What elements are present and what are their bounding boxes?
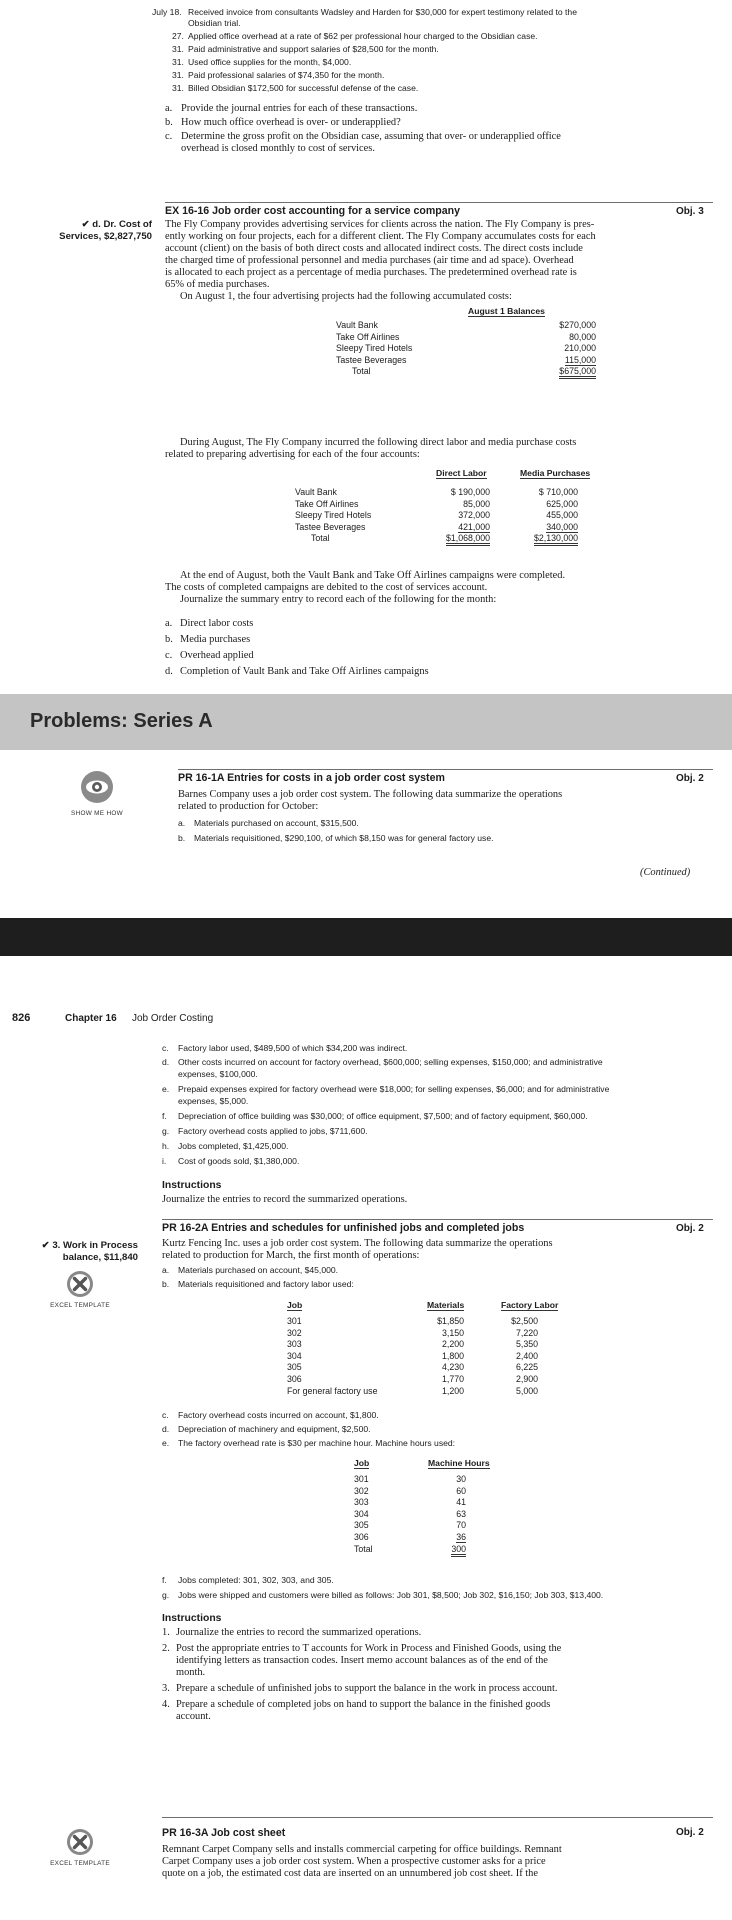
machine-hours-table — [354, 1474, 466, 1555]
table-row: 301 30 — [354, 1474, 466, 1484]
icon-caption: EXCEL TEMPLATE — [50, 1860, 110, 1867]
excel-template-icon[interactable] — [66, 1828, 94, 1856]
objective-label: Obj. 2 — [676, 1223, 704, 1234]
icon-caption: SHOW ME HOW — [71, 810, 123, 817]
section-rule — [178, 769, 713, 770]
item-text: Completion of Vault Bank and Take Off Airlines campaigns — [180, 666, 429, 677]
problem-title: PR 16-2A Entries and schedules for unfinished jobs and completed jobs — [162, 1222, 525, 1234]
table-row: 306 36 — [354, 1531, 466, 1542]
list-item: c. Factory overhead costs incurred on account, $1,800. — [162, 1410, 379, 1420]
question-text: Determine the gross profit on the Obsidian case, assuming that over- or underapplied office — [181, 131, 561, 142]
list-item: b. Materials requisitioned and factory labor used: — [162, 1279, 354, 1289]
table-row: Vault Bank $ 190,000 $ 710,000 — [295, 487, 578, 497]
list-item: g. Factory overhead costs applied to jobs, $711,600. — [162, 1126, 368, 1136]
entry-line: Obsidian trial. — [188, 18, 241, 28]
table-row: 302 3,150 7,220 — [287, 1327, 538, 1338]
objective-label: Obj. 3 — [676, 206, 704, 217]
show-me-how-icon[interactable] — [80, 770, 114, 804]
item-text: Overhead applied — [180, 650, 254, 661]
chapter-label: Chapter 16 — [65, 1013, 117, 1024]
column-header: Job — [354, 1458, 370, 1468]
paragraph-line: account (client) on the basis of both direct costs and allocated indirect costs. The direct costs include — [165, 243, 583, 254]
question-label: b. — [165, 117, 173, 128]
objective-label: Obj. 2 — [676, 1827, 704, 1838]
continued-note: (Continued) — [640, 867, 691, 878]
section-rule — [165, 202, 713, 203]
item-label: d. — [165, 666, 173, 677]
question-text: Provide the journal entries for each of these transactions. — [181, 103, 418, 114]
instruction-text: Prepare a schedule of completed jobs on hand to support the balance in the finished goods — [176, 1699, 551, 1710]
entry-line: Received invoice from consultants Wadsley and Harden for $30,000 for expert testimony related to the — [188, 7, 577, 17]
list-item: d. Depreciation of machinery and equipment, $2,500. — [162, 1424, 371, 1434]
column-header: Job — [287, 1300, 303, 1310]
table-row: 306 1,770 2,900 — [287, 1373, 538, 1384]
table-row: 302 60 — [354, 1485, 466, 1496]
column-header: Machine Hours — [428, 1458, 490, 1468]
eye-icon — [80, 770, 114, 804]
objective-label: Obj. 2 — [676, 773, 704, 784]
instruction-text: account. — [176, 1711, 211, 1722]
paragraph-line: quote on a job, the estimated cost data are inserted on an unnumbered job cost sheet. If the — [162, 1868, 538, 1879]
item-label: b. — [165, 634, 173, 645]
instruction-text: identifying letters as transaction codes. Insert memo account balances as of the end of the — [176, 1655, 548, 1666]
item-label: c. — [165, 650, 173, 661]
excel-x-icon — [66, 1828, 94, 1856]
entry-day: 27. — [172, 31, 184, 41]
table-row: Take Off Airlines 80,000 — [336, 331, 596, 342]
paragraph-line: Carpet Company uses a job order cost system. When a prospective customer asks for a price — [162, 1856, 546, 1867]
instruction-label: 1. — [162, 1627, 170, 1638]
question-text: overhead is closed monthly to cost of services. — [181, 143, 375, 154]
paragraph-line: ently working on four projects, each for a different client. The Fly Company accumulates costs for each — [165, 231, 596, 242]
paragraph-line: Journalize the entries to record the summarized operations. — [162, 1194, 408, 1205]
paragraph-line: the charged time of professional personnel and media purchases (air time and ad space). Overhead — [165, 255, 574, 266]
table-row: Sleepy Tired Hotels 210,000 — [336, 343, 596, 354]
table-row: Vault Bank $270,000 — [336, 320, 596, 330]
table-row: 303 2,200 5,350 — [287, 1339, 538, 1350]
paragraph-line: On August 1, the four advertising projects had the following accumulated costs: — [180, 291, 512, 302]
exercise-title: EX 16-16 Job order cost accounting for a service company — [165, 205, 460, 217]
table-row: Tastee Beverages 421,000 340,000 — [295, 521, 578, 532]
entry-day: 31. — [172, 44, 184, 54]
question-label: a. — [165, 103, 173, 114]
answer-check-note: ✔ d. Dr. Cost of — [81, 219, 152, 230]
instruction-text: Post the appropriate entries to T accounts for Work in Process and Finished Goods, using the — [176, 1643, 562, 1654]
paragraph-line: related to preparing advertising for each of the four accounts: — [165, 449, 420, 460]
paragraph-line: Barnes Company uses a job order cost system. The following data summarize the operations — [178, 789, 563, 800]
instructions-heading: Instructions — [162, 1613, 222, 1624]
paragraph-line: The Fly Company provides advertising services for clients across the nation. The Fly Company is pres- — [165, 219, 595, 230]
entry-line: Applied office overhead at a rate of $62 per professional hour charged to the Obsidian case. — [188, 31, 538, 41]
paragraph-line: Kurtz Fencing Inc. uses a job order cost system. The following data summarize the operations — [162, 1238, 553, 1249]
entry-line: Used office supplies for the month, $4,000. — [188, 57, 352, 67]
table-row: Sleepy Tired Hotels 372,000 455,000 — [295, 510, 578, 521]
instruction-label: 4. — [162, 1699, 170, 1710]
table-total-row: Total $1,068,000 $2,130,000 — [295, 533, 578, 545]
item-text: Direct labor costs — [180, 618, 254, 629]
table-row: 301 $1,850 $2,500 — [287, 1316, 538, 1326]
instruction-text: Prepare a schedule of unfinished jobs to support the balance in the work in process account. — [176, 1683, 558, 1694]
chapter-title: Job Order Costing — [132, 1013, 214, 1024]
item-label: a. — [165, 618, 173, 629]
date-label: July 18. — [152, 7, 182, 17]
answer-check-note: Services, $2,827,750 — [59, 231, 152, 242]
instruction-text: month. — [176, 1667, 206, 1678]
column-header: Materials — [427, 1300, 465, 1310]
icon-caption: EXCEL TEMPLATE — [50, 1302, 110, 1309]
column-header: August 1 Balances — [468, 306, 545, 316]
column-header: Media Purchases — [520, 468, 591, 478]
list-item: d. Other costs incurred on account for factory overhead, $600,000; selling expenses, $150,000; and administrative — [162, 1057, 603, 1067]
section-rule — [162, 1219, 713, 1220]
list-item: a. Materials purchased on account, $315,500. — [178, 818, 359, 828]
list-item: g. Jobs were shipped and customers were billed as follows: Job 301, $8,500; Job 302, $16,150; Job 303, $13,400. — [162, 1590, 604, 1600]
section-rule — [162, 1817, 713, 1818]
entry-day: 31. — [172, 57, 184, 67]
list-item: expenses, $5,000. — [178, 1096, 249, 1106]
column-header: Direct Labor — [436, 468, 487, 478]
paragraph-line: During August, The Fly Company incurred the following direct labor and media purchase costs — [180, 437, 577, 448]
answer-check-note: balance, $11,840 — [62, 1252, 138, 1263]
entry-day: 31. — [172, 83, 184, 93]
instruction-label: 3. — [162, 1683, 170, 1694]
table-row: 305 70 — [354, 1520, 466, 1531]
question-text: How much office overhead is over- or underapplied? — [181, 117, 401, 128]
problem-title: PR 16-1A Entries for costs in a job order cost system — [178, 772, 445, 784]
entry-line: Paid administrative and support salaries of $28,500 for the month. — [188, 44, 439, 54]
list-item: e. Prepaid expenses expired for factory overhead were $18,000; for selling expenses, $6,000; and for administrative — [162, 1084, 610, 1094]
page-separator — [0, 918, 732, 956]
list-item: f. Jobs completed: 301, 302, 303, and 305. — [162, 1575, 334, 1585]
paragraph-line: is allocated to each project as a percentage of media purchases. The predetermined overhead rate is — [165, 267, 577, 278]
entry-line: Paid professional salaries of $74,350 for the month. — [188, 70, 385, 80]
jobs-table — [287, 1316, 538, 1397]
paragraph-line: Remnant Carpet Company sells and installs commercial carpeting for office buildings. Remnant — [162, 1844, 562, 1855]
section-heading: Problems: Series A — [30, 710, 213, 732]
paragraph-line: The costs of completed campaigns are debited to the cost of services account. — [165, 582, 488, 593]
table-row: For general factory use 1,200 5,000 — [287, 1385, 538, 1396]
balances-table — [336, 320, 596, 378]
table-row: 305 4,230 6,225 — [287, 1362, 538, 1373]
instructions-heading: Instructions — [162, 1180, 222, 1191]
page-number: 826 — [12, 1012, 31, 1024]
table-row: 303 41 — [354, 1497, 466, 1508]
list-item: b. Materials requisitioned, $290,100, of which $8,150 was for general factory use. — [178, 833, 494, 843]
list-item: c. Factory labor used, $489,500 of which $34,200 was indirect. — [162, 1043, 408, 1053]
table-row: Take Off Airlines 85,000 625,000 — [295, 498, 578, 509]
list-item: i. Cost of goods sold, $1,380,000. — [162, 1156, 300, 1166]
list-item: expenses, $100,000. — [178, 1069, 258, 1079]
excel-template-icon[interactable] — [66, 1270, 94, 1298]
table-row: 304 1,800 2,400 — [287, 1350, 538, 1361]
excel-x-icon — [66, 1270, 94, 1298]
instruction-text: Journalize the entries to record the summarized operations. — [176, 1627, 422, 1638]
instruction-label: 2. — [162, 1643, 170, 1654]
paragraph-line: 65% of media purchases. — [165, 279, 270, 290]
list-item: e. The factory overhead rate is $30 per machine hour. Machine hours used: — [162, 1438, 456, 1448]
answer-check-note: ✔ 3. Work in Process — [41, 1240, 138, 1251]
problem-title: PR 16-3A Job cost sheet — [162, 1827, 286, 1839]
paragraph-line: related to production for March, the first month of operations: — [162, 1250, 420, 1261]
paragraph-line: At the end of August, both the Vault Bank and Take Off Airlines campaigns were completed. — [180, 570, 566, 581]
table-total-row: Total $675,000 — [336, 366, 596, 378]
paragraph-line: Journalize the summary entry to record each of the following for the month: — [180, 594, 497, 605]
list-item: h. Jobs completed, $1,425,000. — [162, 1141, 289, 1151]
column-header: Factory Labor — [501, 1300, 559, 1310]
table-total-row: Total 300 — [354, 1544, 466, 1556]
costs-table — [295, 487, 578, 545]
table-row: 304 63 — [354, 1508, 466, 1519]
entry-line: Billed Obsidian $172,500 for successful defense of the case. — [188, 83, 419, 93]
item-text: Media purchases — [180, 634, 251, 645]
list-item: a. Materials purchased on account, $45,000. — [162, 1265, 339, 1275]
question-label: c. — [165, 131, 173, 142]
entry-day: 31. — [172, 70, 184, 80]
paragraph-line: related to production for October: — [178, 801, 319, 812]
list-item: f. Depreciation of office building was $30,000; of office equipment, $7,500; and of factory equipment, $60,000. — [162, 1111, 588, 1121]
table-row: Tastee Beverages 115,000 — [336, 354, 596, 365]
